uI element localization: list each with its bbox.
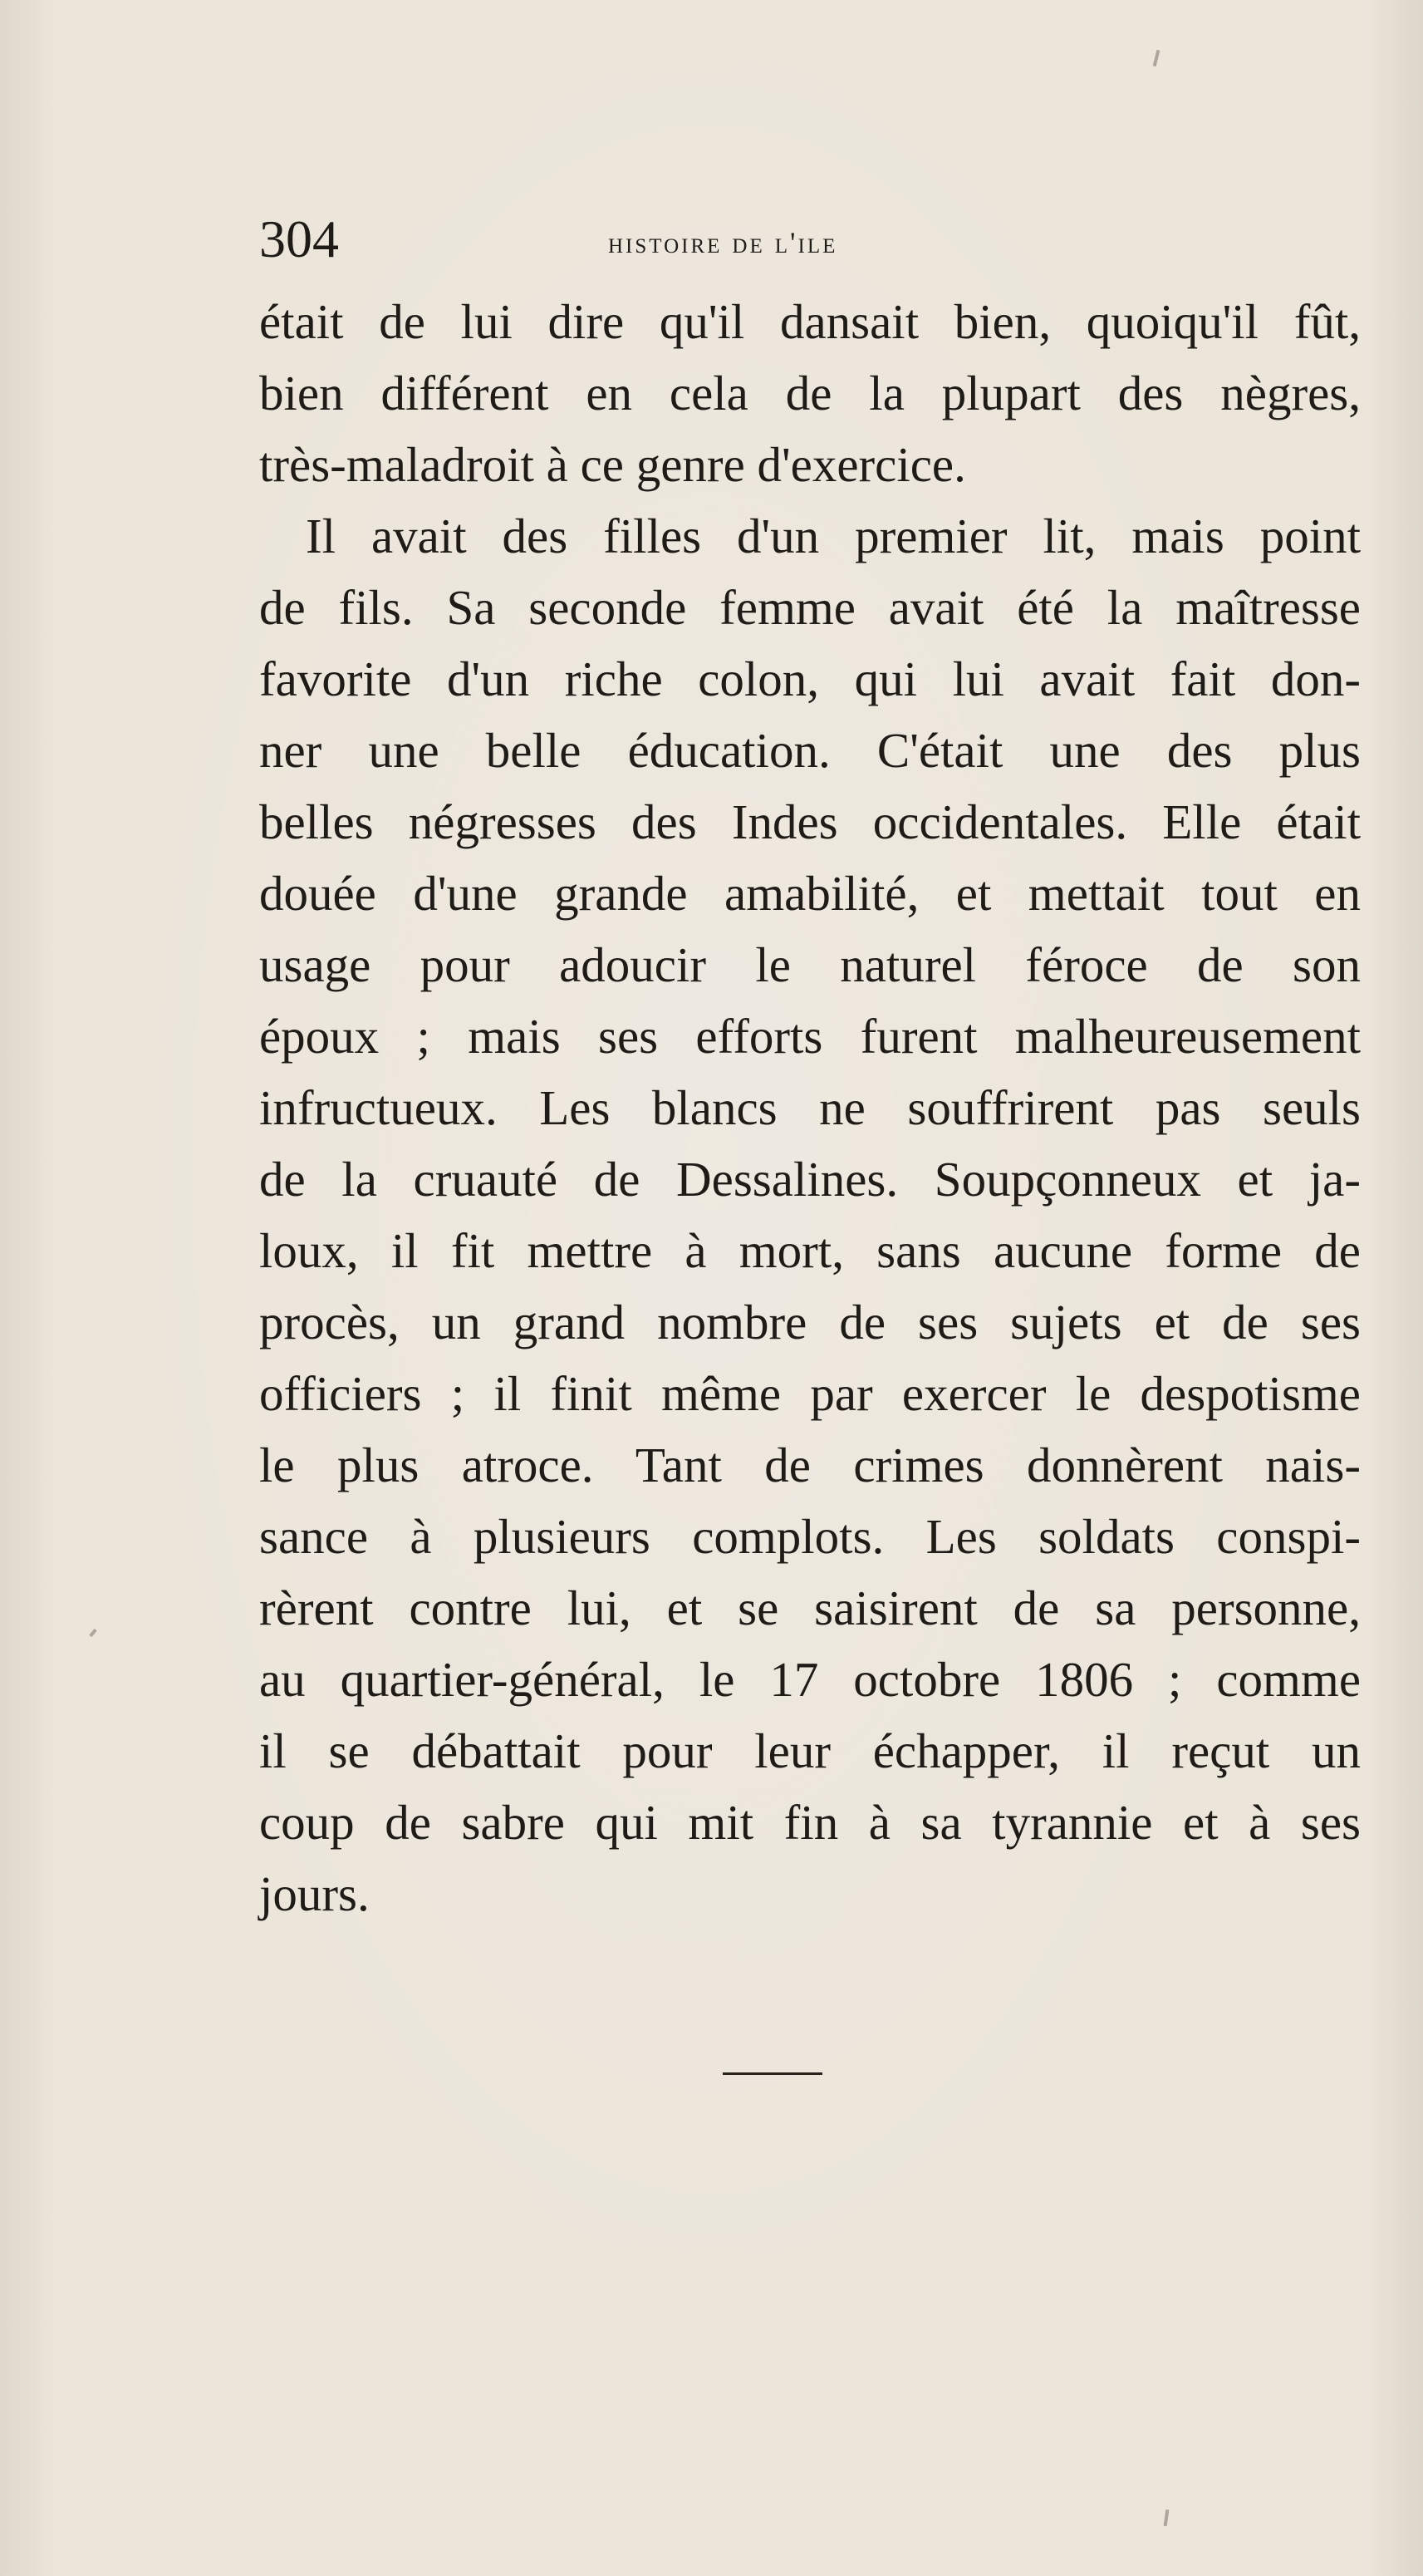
text-line: très-maladroit à ce genre d'exercice.	[259, 437, 966, 492]
paragraph-start-line: Il avait des filles d'un premier lit, mais point	[306, 509, 1361, 563]
running-head: histoire de l'ile	[608, 226, 838, 259]
text-line: officiers ; il finit même par exercer le despotisme	[259, 1366, 1361, 1421]
text-line: belles négresses des Indes occidentales. Elle était	[259, 794, 1361, 849]
text-line: sance à plusieurs complots. Les soldats conspi-	[259, 1509, 1361, 1564]
text-line: le plus atroce. Tant de crimes donnèrent nais-	[259, 1438, 1361, 1492]
text-line: époux ; mais ses efforts furent malheureusement	[259, 1009, 1361, 1064]
text-line: au quartier-général, le 17 octobre 1806 ; comme	[259, 1652, 1361, 1707]
text-line: de la cruauté de Dessalines. Soupçonneux et ja-	[259, 1152, 1361, 1207]
text-line: de fils. Sa seconde femme avait été la maîtresse	[259, 580, 1361, 635]
paper-speck	[89, 1629, 96, 1637]
text-line: infructueux. Les blancs ne souffrirent pas seuls	[259, 1080, 1361, 1135]
text-line: jours.	[259, 1866, 370, 1921]
text-line: favorite d'un riche colon, qui lui avait fait don-	[259, 651, 1361, 706]
page-number: 304	[259, 209, 339, 268]
paper-speck	[1153, 50, 1160, 66]
text-line: loux, il fit mettre à mort, sans aucune forme de	[259, 1223, 1361, 1278]
text-line: était de lui dire qu'il dansait bien, quoiqu'il fût,	[259, 294, 1361, 349]
text-line: procès, un grand nombre de ses sujets et de ses	[259, 1295, 1361, 1349]
text-line: il se débattait pour leur échapper, il reçut un	[259, 1723, 1361, 1778]
page-header	[259, 206, 1372, 273]
section-divider-rule	[723, 2072, 822, 2075]
text-line: rèrent contre lui, et se saisirent de sa personne,	[259, 1581, 1361, 1635]
body-text	[259, 286, 1361, 1930]
text-line: coup de sabre qui mit fin à sa tyrannie et à ses	[259, 1795, 1361, 1850]
text-line: ner une belle éducation. C'était une des plus	[259, 723, 1361, 778]
text-line: douée d'une grande amabilité, et mettait tout en	[259, 866, 1361, 921]
paper-speck	[1164, 2510, 1170, 2526]
text-line: usage pour adoucir le naturel féroce de son	[259, 937, 1361, 992]
text-line: bien différent en cela de la plupart des nègres,	[259, 366, 1361, 420]
